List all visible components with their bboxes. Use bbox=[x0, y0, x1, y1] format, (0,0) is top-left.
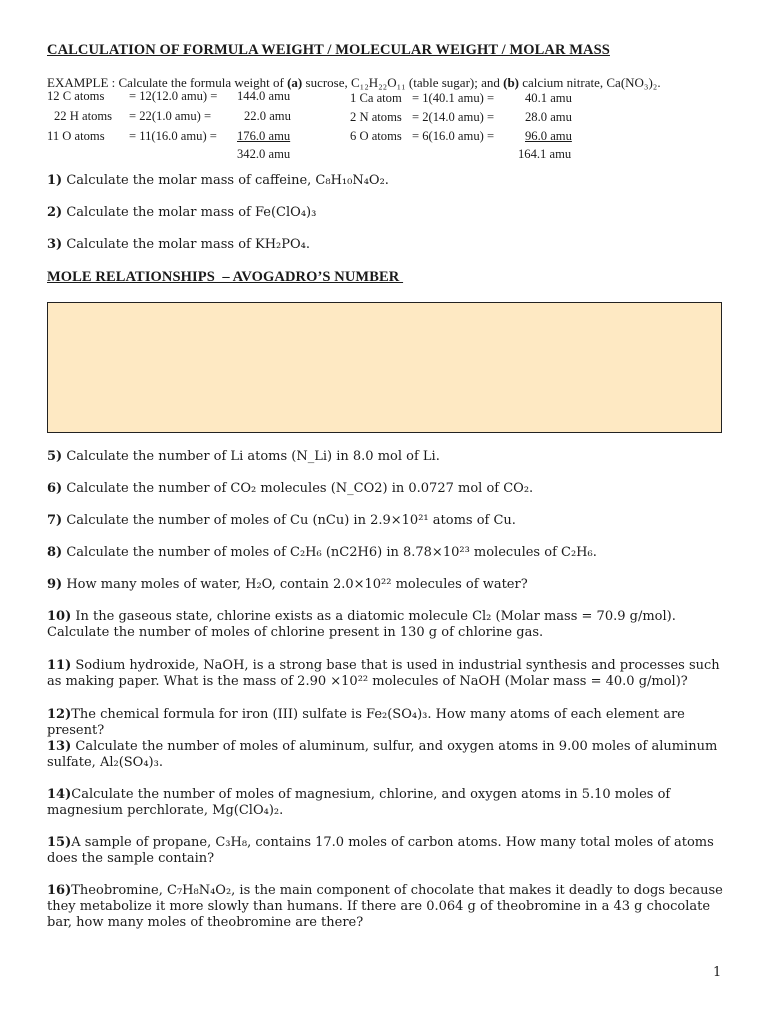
calc-atoms: 11 O atoms bbox=[47, 129, 105, 143]
calc-value: 96.0 amu bbox=[525, 129, 572, 143]
section-heading-molar-mass: CALCULATION OF FORMULA WEIGHT / MOLECULAR WEIGHT / MOLAR MASS bbox=[47, 42, 610, 58]
calc-value: 28.0 amu bbox=[525, 110, 572, 124]
question-number: 13) bbox=[47, 739, 72, 754]
question-11 bbox=[47, 658, 727, 690]
question-text: Calculate the number of moles of Cu (nCu) in 2.9×10²¹ atoms of Cu. bbox=[66, 513, 516, 528]
calc-value: 176.0 amu bbox=[237, 129, 291, 143]
sucrose-formula: C₁₂H₂₂O₁₁ bbox=[351, 75, 406, 90]
calc-expression: = 11(16.0 amu) = bbox=[129, 129, 217, 143]
calcium-nitrate-calculation bbox=[350, 91, 590, 166]
question-14 bbox=[47, 787, 727, 819]
question-number: 5) bbox=[47, 449, 63, 464]
calc-expression: = 12(12.0 amu) = bbox=[129, 89, 218, 103]
question-number: 6) bbox=[47, 481, 63, 496]
question-text: How many moles of water, H₂O, contain 2.0×10²² molecules of water? bbox=[66, 577, 528, 592]
question-text: Calculate the molar mass of caffeine, bbox=[66, 173, 312, 188]
calc-total: 342.0 amu bbox=[237, 147, 291, 161]
calc-atoms: 1 Ca atom bbox=[350, 91, 402, 105]
calc-atoms: 12 C atoms bbox=[47, 89, 105, 103]
question-8 bbox=[47, 545, 727, 561]
question-number: 14) bbox=[47, 787, 72, 802]
calc-total: 164.1 amu bbox=[518, 147, 572, 161]
calc-value: 40.1 amu bbox=[525, 91, 572, 105]
example-b-text: calcium nitrate, bbox=[522, 75, 604, 90]
example-a-note: (table sugar); and bbox=[408, 75, 500, 90]
calc-atoms: 2 N atoms bbox=[350, 110, 402, 124]
question-text: Calculate the number of moles of magnesium, chlorine, and oxygen atoms in 5.10 moles of magnesium perchlorate, Mg(ClO₄)₂. bbox=[47, 787, 671, 818]
section-heading-mole-relationships: MOLE RELATIONSHIPS – AVOGADRO’S NUMBER bbox=[47, 269, 404, 285]
question-text: Calculate the number of moles of aluminum, sulfur, and oxygen atoms in 9.00 moles of aluminum sulfate, Al₂(SO₄)₃. bbox=[47, 739, 718, 770]
question-formula: C₈H₁₀N₄O₂. bbox=[315, 173, 389, 188]
question-number: 16) bbox=[47, 883, 72, 898]
question-number: 7) bbox=[47, 513, 63, 528]
calcium-nitrate-formula: Ca(NO₃)₂. bbox=[606, 75, 661, 90]
calc-value: 144.0 amu bbox=[237, 89, 291, 103]
question-15 bbox=[47, 835, 727, 867]
question-10 bbox=[47, 609, 727, 641]
calc-expression: = 2(14.0 amu) = bbox=[412, 110, 495, 124]
question-6 bbox=[47, 481, 727, 497]
calc-expression: = 1(40.1 amu) = bbox=[412, 91, 495, 105]
calc-value: 22.0 amu bbox=[244, 109, 291, 123]
question-number: 2) bbox=[47, 205, 63, 220]
question-number: 12) bbox=[47, 707, 72, 722]
question-2 bbox=[47, 205, 316, 221]
calc-atoms: 6 O atoms bbox=[350, 129, 402, 143]
question-number: 8) bbox=[47, 545, 63, 560]
question-3 bbox=[47, 237, 310, 253]
question-13 bbox=[47, 739, 727, 771]
question-number: 3) bbox=[47, 237, 63, 252]
question-12 bbox=[47, 707, 727, 739]
calc-atoms: 22 H atoms bbox=[54, 109, 113, 123]
question-text: Calculate the number of moles of C₂H₆ (nC2H6) in 8.78×10²³ molecules of C₂H₆. bbox=[66, 545, 597, 560]
question-text: Calculate the molar mass of bbox=[66, 205, 251, 220]
question-16 bbox=[47, 883, 727, 931]
question-9 bbox=[47, 577, 727, 593]
question-text: Calculate the number of CO₂ molecules (N_CO2) in 0.0727 mol of CO₂. bbox=[66, 481, 534, 496]
calc-expression: = 6(16.0 amu) = bbox=[412, 129, 495, 143]
question-text: The chemical formula for iron (III) sulfate is Fe₂(SO₄)₃. How many atoms of each element are present? bbox=[47, 707, 685, 738]
question-formula: Fe(ClO₄)₃ bbox=[254, 205, 317, 220]
question-text: Calculate the molar mass of bbox=[66, 237, 251, 252]
example-a-label: (a) bbox=[287, 75, 303, 90]
question-1 bbox=[47, 173, 389, 189]
question-text: Calculate the number of Li atoms (N_Li) in 8.0 mol of Li. bbox=[66, 449, 440, 464]
example-intro: EXAMPLE : Calculate the formula weight of bbox=[47, 75, 284, 90]
example-b-label: (b) bbox=[503, 75, 520, 90]
sucrose-calculation bbox=[47, 89, 317, 164]
question-formula: KH₂PO₄. bbox=[254, 237, 310, 252]
question-text: In the gaseous state, chlorine exists as a diatomic molecule Cl₂ (Molar mass = 70.9 g/mol). Calculate the number of moles of chlorine present in 130 g of chlorine gas. bbox=[47, 609, 676, 640]
question-text: Theobromine, C₇H₈N₄O₂, is the main component of chocolate that makes it deadly to dogs because they metabolize it more slowly than humans. If there are 0.064 g of theobromine in a 43 g chocolate bar, how many moles of theobromine are there? bbox=[47, 883, 723, 930]
question-number: 10) bbox=[47, 609, 72, 624]
question-number: 15) bbox=[47, 835, 72, 850]
page-number: 1 bbox=[713, 965, 722, 980]
example-a-text: sucrose, bbox=[305, 75, 348, 90]
question-5 bbox=[47, 449, 727, 465]
calc-expression: = 22(1.0 amu) = bbox=[129, 109, 212, 123]
question-number: 1) bbox=[47, 173, 63, 188]
question-text: A sample of propane, C₃H₈, contains 17.0 moles of carbon atoms. How many total moles of atoms does the sample contain? bbox=[47, 835, 714, 866]
question-7 bbox=[47, 513, 727, 529]
notes-box bbox=[47, 302, 722, 433]
question-number: 9) bbox=[47, 577, 63, 592]
question-text: Sodium hydroxide, NaOH, is a strong base that is used in industrial synthesis and processes such as making paper. What is the mass of 2.90 ×10²² molecules of NaOH (Molar mass = 40.0 g/mol)? bbox=[47, 658, 720, 689]
question-number: 11) bbox=[47, 658, 72, 673]
